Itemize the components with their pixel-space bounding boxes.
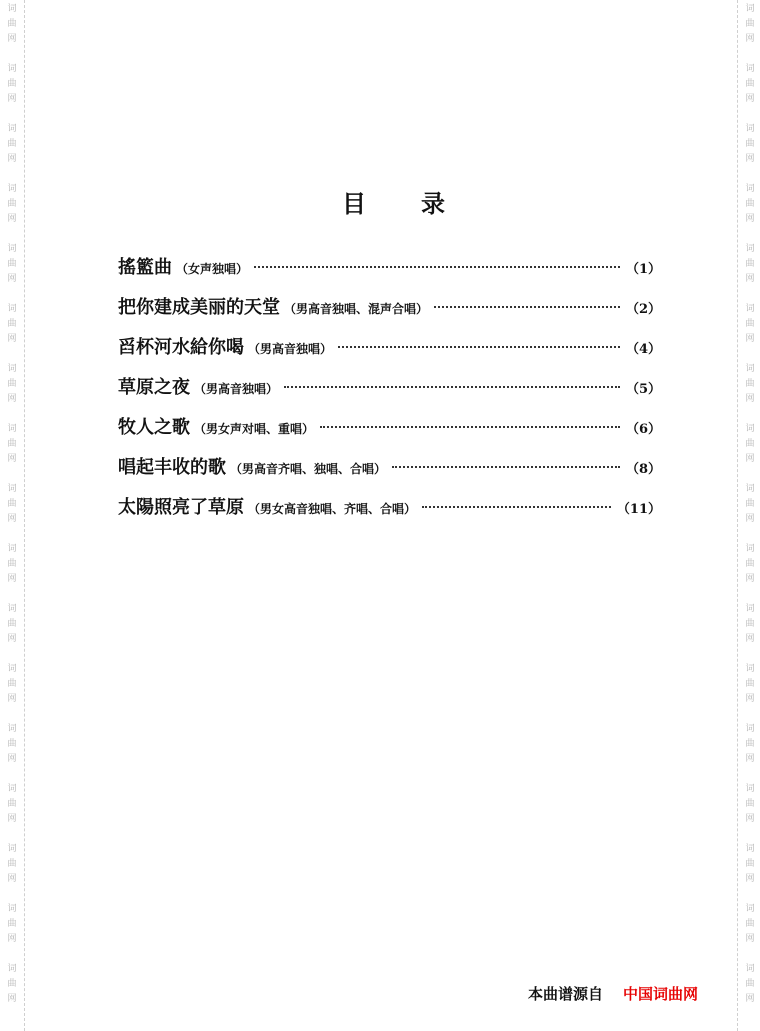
dot-leader bbox=[284, 386, 620, 388]
watermark-char: 曲 bbox=[7, 319, 17, 329]
toc-entry[interactable] bbox=[118, 248, 661, 288]
watermark-char: 曲 bbox=[745, 799, 755, 809]
toc-page-number: （2） bbox=[625, 302, 661, 317]
watermark-glyph-group bbox=[0, 362, 24, 407]
watermark-glyph-group bbox=[0, 782, 24, 827]
watermark-char: 网 bbox=[7, 394, 17, 404]
watermark-glyph-group bbox=[738, 542, 760, 587]
watermark-char: 网 bbox=[7, 94, 17, 104]
watermark-glyph-group bbox=[0, 302, 24, 347]
watermark-char: 词 bbox=[7, 304, 17, 314]
toc-song-note: （男高音齐唱、独唱、合唱） bbox=[230, 462, 387, 476]
watermark-glyph-group bbox=[738, 422, 760, 467]
watermark-char: 网 bbox=[745, 94, 755, 104]
watermark-char: 词 bbox=[745, 544, 755, 554]
watermark-glyph-group bbox=[0, 542, 24, 587]
toc-page-number: （6） bbox=[625, 422, 661, 437]
watermark-char: 词 bbox=[745, 904, 755, 914]
watermark-glyph-group bbox=[738, 62, 760, 107]
watermark-char: 网 bbox=[745, 934, 755, 944]
toc-entry[interactable] bbox=[118, 368, 661, 408]
table-of-contents bbox=[118, 248, 661, 528]
watermark-char: 网 bbox=[7, 874, 17, 884]
toc-song-title: 唱起丰收的歌 bbox=[118, 457, 226, 478]
watermark-char: 曲 bbox=[7, 919, 17, 929]
watermark-char: 词 bbox=[745, 64, 755, 74]
watermark-char: 网 bbox=[745, 694, 755, 704]
watermark-char: 词 bbox=[7, 184, 17, 194]
source-site-link[interactable]: 中国词曲网 bbox=[623, 985, 699, 1003]
toc-entry[interactable] bbox=[118, 448, 661, 488]
watermark-glyph-group bbox=[738, 662, 760, 707]
watermark-char: 网 bbox=[7, 634, 17, 644]
watermark-char: 网 bbox=[745, 34, 755, 44]
watermark-char: 词 bbox=[7, 424, 17, 434]
watermark-char: 网 bbox=[745, 874, 755, 884]
watermark-char: 词 bbox=[7, 244, 17, 254]
watermark-char: 网 bbox=[745, 154, 755, 164]
watermark-glyph-group bbox=[738, 2, 760, 47]
left-watermark-column bbox=[0, 0, 24, 1031]
dot-leader bbox=[338, 346, 620, 348]
watermark-char: 曲 bbox=[7, 799, 17, 809]
watermark-char: 词 bbox=[745, 844, 755, 854]
watermark-glyph-group bbox=[0, 62, 24, 107]
watermark-char: 网 bbox=[7, 274, 17, 284]
watermark-char: 曲 bbox=[745, 619, 755, 629]
watermark-glyph-group bbox=[0, 722, 24, 767]
watermark-char: 网 bbox=[745, 214, 755, 224]
title-char-1: 目 bbox=[342, 189, 366, 218]
watermark-char: 曲 bbox=[7, 559, 17, 569]
left-margin-line bbox=[24, 0, 25, 1031]
watermark-char: 网 bbox=[7, 754, 17, 764]
watermark-char: 曲 bbox=[745, 499, 755, 509]
watermark-glyph-group bbox=[0, 422, 24, 467]
toc-page-number: （11） bbox=[616, 502, 661, 517]
toc-song-note: （男女声对唱、重唱） bbox=[194, 422, 315, 436]
dot-leader bbox=[254, 266, 620, 268]
right-watermark-column bbox=[738, 0, 760, 1031]
watermark-glyph-group bbox=[0, 182, 24, 227]
watermark-char: 曲 bbox=[745, 319, 755, 329]
watermark-char: 词 bbox=[745, 664, 755, 674]
title-char-2: 录 bbox=[421, 189, 445, 218]
watermark-glyph-group bbox=[0, 482, 24, 527]
watermark-glyph-group bbox=[0, 662, 24, 707]
watermark-char: 网 bbox=[7, 934, 17, 944]
watermark-glyph-group bbox=[738, 842, 760, 887]
watermark-char: 词 bbox=[745, 604, 755, 614]
watermark-char: 网 bbox=[745, 514, 755, 524]
watermark-char: 网 bbox=[745, 994, 755, 1004]
watermark-char: 网 bbox=[745, 274, 755, 284]
watermark-glyph-group bbox=[738, 722, 760, 767]
dot-leader bbox=[434, 306, 620, 308]
watermark-char: 词 bbox=[745, 124, 755, 134]
watermark-glyph-group bbox=[738, 962, 760, 1007]
dot-leader bbox=[422, 506, 611, 508]
watermark-char: 网 bbox=[7, 454, 17, 464]
watermark-glyph-group bbox=[738, 362, 760, 407]
watermark-char: 词 bbox=[7, 664, 17, 674]
watermark-char: 曲 bbox=[7, 439, 17, 449]
watermark-char: 词 bbox=[7, 904, 17, 914]
watermark-char: 曲 bbox=[7, 739, 17, 749]
watermark-char: 词 bbox=[745, 484, 755, 494]
watermark-char: 曲 bbox=[7, 619, 17, 629]
watermark-char: 词 bbox=[7, 604, 17, 614]
toc-song-title: 草原之夜 bbox=[118, 377, 190, 398]
watermark-glyph-group bbox=[738, 902, 760, 947]
watermark-char: 词 bbox=[745, 784, 755, 794]
watermark-char: 曲 bbox=[7, 259, 17, 269]
watermark-char: 曲 bbox=[745, 919, 755, 929]
source-label: 本曲谱源自 bbox=[528, 985, 604, 1003]
watermark-glyph-group bbox=[0, 902, 24, 947]
watermark-char: 词 bbox=[7, 124, 17, 134]
watermark-char: 曲 bbox=[745, 979, 755, 989]
watermark-glyph-group bbox=[738, 302, 760, 347]
watermark-char: 曲 bbox=[745, 199, 755, 209]
watermark-char: 曲 bbox=[745, 379, 755, 389]
toc-song-title: 搖籃曲 bbox=[118, 257, 172, 278]
watermark-char: 曲 bbox=[745, 859, 755, 869]
watermark-glyph-group bbox=[0, 962, 24, 1007]
watermark-char: 词 bbox=[7, 784, 17, 794]
page-title bbox=[342, 184, 445, 219]
watermark-char: 词 bbox=[7, 364, 17, 374]
watermark-glyph-group bbox=[738, 242, 760, 287]
watermark-char: 网 bbox=[745, 394, 755, 404]
watermark-char: 词 bbox=[7, 724, 17, 734]
watermark-char: 词 bbox=[745, 4, 755, 14]
watermark-char: 词 bbox=[745, 244, 755, 254]
watermark-glyph-group bbox=[738, 122, 760, 167]
watermark-char: 网 bbox=[7, 154, 17, 164]
watermark-glyph-group bbox=[738, 782, 760, 827]
watermark-char: 曲 bbox=[745, 559, 755, 569]
watermark-char: 网 bbox=[745, 634, 755, 644]
watermark-char: 词 bbox=[745, 364, 755, 374]
toc-song-note: （男高音独唱） bbox=[194, 382, 279, 396]
watermark-char: 曲 bbox=[745, 19, 755, 29]
watermark-char: 网 bbox=[7, 994, 17, 1004]
watermark-glyph-group bbox=[738, 482, 760, 527]
watermark-char: 网 bbox=[745, 814, 755, 824]
watermark-char: 曲 bbox=[7, 679, 17, 689]
watermark-char: 曲 bbox=[7, 199, 17, 209]
watermark-char: 网 bbox=[7, 334, 17, 344]
toc-page-number: （1） bbox=[625, 262, 661, 277]
watermark-char: 网 bbox=[745, 754, 755, 764]
watermark-glyph-group bbox=[0, 2, 24, 47]
watermark-char: 曲 bbox=[745, 139, 755, 149]
watermark-char: 词 bbox=[7, 844, 17, 854]
watermark-glyph-group bbox=[0, 602, 24, 647]
watermark-glyph-group bbox=[0, 242, 24, 287]
toc-song-note: （女声独唱） bbox=[176, 262, 249, 276]
watermark-char: 词 bbox=[7, 964, 17, 974]
toc-song-note: （男女高音独唱、齐唱、合唱） bbox=[248, 502, 417, 516]
toc-entry[interactable] bbox=[118, 408, 661, 448]
watermark-glyph-group bbox=[0, 842, 24, 887]
watermark-char: 曲 bbox=[745, 679, 755, 689]
watermark-char: 词 bbox=[7, 4, 17, 14]
watermark-char: 曲 bbox=[745, 739, 755, 749]
watermark-char: 曲 bbox=[7, 79, 17, 89]
watermark-char: 网 bbox=[7, 214, 17, 224]
watermark-glyph-group bbox=[738, 182, 760, 227]
watermark-char: 词 bbox=[745, 964, 755, 974]
watermark-char: 词 bbox=[745, 424, 755, 434]
watermark-char: 词 bbox=[745, 184, 755, 194]
toc-song-title: 太陽照亮了草原 bbox=[118, 497, 244, 518]
source-footer bbox=[528, 983, 698, 1004]
watermark-char: 网 bbox=[7, 814, 17, 824]
toc-page-number: （5） bbox=[625, 382, 661, 397]
watermark-char: 曲 bbox=[745, 259, 755, 269]
watermark-char: 网 bbox=[745, 334, 755, 344]
toc-page-number: （8） bbox=[625, 462, 661, 477]
watermark-char: 词 bbox=[7, 544, 17, 554]
watermark-glyph-group bbox=[0, 122, 24, 167]
watermark-char: 词 bbox=[745, 304, 755, 314]
toc-entry[interactable] bbox=[118, 288, 661, 328]
watermark-char: 网 bbox=[7, 34, 17, 44]
watermark-char: 词 bbox=[745, 724, 755, 734]
watermark-char: 曲 bbox=[7, 139, 17, 149]
watermark-char: 词 bbox=[7, 484, 17, 494]
toc-entry[interactable] bbox=[118, 488, 661, 528]
dot-leader bbox=[392, 466, 620, 468]
toc-song-title: 把你建成美丽的天堂 bbox=[118, 297, 280, 318]
watermark-char: 网 bbox=[7, 514, 17, 524]
watermark-char: 曲 bbox=[745, 439, 755, 449]
watermark-char: 网 bbox=[745, 454, 755, 464]
watermark-glyph-group bbox=[738, 602, 760, 647]
watermark-char: 曲 bbox=[7, 979, 17, 989]
watermark-char: 曲 bbox=[745, 79, 755, 89]
watermark-char: 网 bbox=[745, 574, 755, 584]
watermark-char: 曲 bbox=[7, 19, 17, 29]
watermark-char: 曲 bbox=[7, 379, 17, 389]
toc-song-title: 舀杯河水給你喝 bbox=[118, 337, 244, 358]
watermark-char: 曲 bbox=[7, 499, 17, 509]
toc-page-number: （4） bbox=[625, 342, 661, 357]
dot-leader bbox=[320, 426, 620, 428]
watermark-char: 网 bbox=[7, 574, 17, 584]
toc-song-title: 牧人之歌 bbox=[118, 417, 190, 438]
toc-song-note: （男高音独唱） bbox=[248, 342, 333, 356]
toc-song-note: （男高音独唱、混声合唱） bbox=[284, 302, 429, 316]
toc-entry[interactable] bbox=[118, 328, 661, 368]
watermark-char: 网 bbox=[7, 694, 17, 704]
watermark-char: 曲 bbox=[7, 859, 17, 869]
watermark-char: 词 bbox=[7, 64, 17, 74]
